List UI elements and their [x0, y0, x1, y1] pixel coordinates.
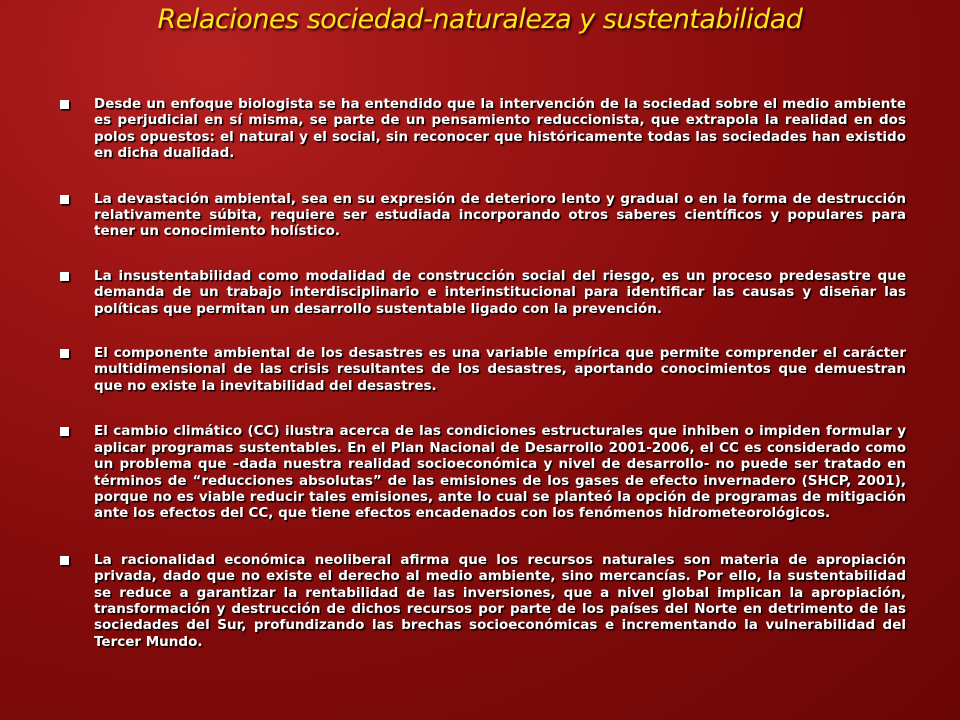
bullet-item: [60, 345, 906, 394]
square-bullet-icon: [60, 100, 69, 109]
bullet-item: [60, 268, 906, 317]
bullet-item: [60, 423, 906, 521]
bullet-item: [60, 191, 906, 240]
bullet-list: [60, 96, 906, 650]
bullet-text: La insustentabilidad como modalidad de construcción social del riesgo, es un proceso predesastre que demanda de un trabajo interdisciplinario e interinstitucional para identificar las causas y diseñar las políticas que permitan un desarrollo sustentable ligado con la prevención.: [94, 267, 906, 317]
square-bullet-icon: [60, 272, 69, 281]
bullet-text: Desde un enfoque biologista se ha entendido que la intervención de la sociedad sobre el medio ambiente es perjudicial en sí misma, se parte de un pensamiento reduccionista, que extrapola la realidad en dos polos opuestos: el natural y el social, sin reconocer que históricamente todas las sociedades han existido en dicha dualidad.: [94, 96, 906, 162]
square-bullet-icon: [60, 556, 69, 565]
bullet-item: [60, 552, 906, 650]
bullet-text: La devastación ambiental, sea en su expresión de deterioro lento y gradual o en la forma de destrucción relativamente súbita, requiere ser estudiada incorporando otros saberes científicos y populares para tener un conocimiento holístico.: [94, 190, 906, 240]
square-bullet-icon: [60, 349, 69, 358]
slide-title: Relaciones sociedad-naturaleza y sustentabilidad: [157, 4, 803, 35]
bullet-text: La racionalidad económica neoliberal afirma que los recursos naturales son materia de apropiación privada, dado que no existe el derecho al medio ambiente, sino mercancías. Por ello, la sustentabilidad se reduce a garantizar la rentabilidad de las inversiones, que a nivel global implican la apropiación, transformación y destrucción de dichos recursos por parte de los países del Norte en detrimento de las sociedades del Sur, profundizando las brechas socioeconómicas e incrementando la vulnerabilidad del Tercer Mundo.: [94, 551, 906, 650]
bullet-text: El cambio climático (CC) ilustra acerca de las condiciones estructurales que inhiben o impiden formular y aplicar programas sustentables. En el Plan Nacional de Desarrollo 2001-2006, el CC es considerado como un problema que –dada nuestra realidad socioeconómica y nivel de desarrollo- no puede ser tratado en términos de “reducciones absolutas” de las emisiones de los gases de efecto invernadero (SHCP, 2001), porque no es viable reducir tales emisiones, ante lo cual se planteó la opción de programas de mitigación ante los efectos del CC, que tiene efectos encadenados con los fenómenos hidrometeorológicos.: [94, 423, 906, 522]
square-bullet-icon: [60, 195, 69, 204]
bullet-text: El componente ambiental de los desastres es una variable empírica que permite comprender el carácter multidimensional de las crisis resultantes de los desastres, aportando conocimientos que demuestran que no existe la inevitabilidad del desastres.: [94, 345, 906, 394]
square-bullet-icon: [60, 427, 69, 436]
bullet-item: [60, 96, 906, 162]
